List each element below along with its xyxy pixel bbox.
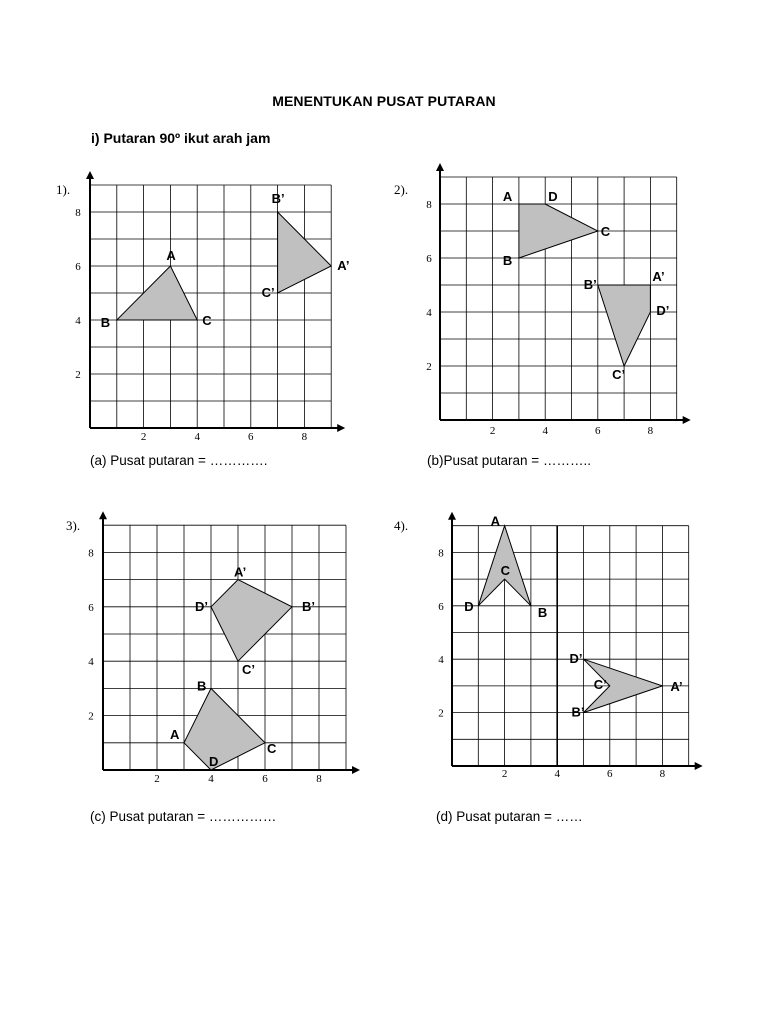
question-number-2: 2). <box>394 182 409 197</box>
y-tick-label: 4 <box>438 654 444 667</box>
answer-line-a: (a) Pusat putaran = …………. <box>90 453 268 468</box>
vertex-label: D’ <box>195 598 208 614</box>
y-tick-label: 8 <box>88 547 94 560</box>
x-tick-label: 4 <box>554 768 560 780</box>
vertex-label: C <box>500 563 510 579</box>
grid-lines <box>452 526 689 766</box>
y-tick-label: 6 <box>75 261 81 273</box>
vertex-label: D’ <box>569 651 583 667</box>
vertex-label: C <box>202 313 212 328</box>
x-axis-arrow-icon <box>695 762 703 770</box>
x-tick-label: 8 <box>659 768 666 780</box>
vertex-label: B <box>197 678 207 694</box>
y-tick-label: 4 <box>88 656 94 669</box>
section-subtitle: i) Putaran 90º ikut arah jam <box>91 130 271 146</box>
vertex-label: C’ <box>242 662 255 678</box>
y-tick-label: 4 <box>426 307 432 319</box>
x-tick-label: 4 <box>208 773 214 785</box>
x-tick-label: 8 <box>301 431 308 443</box>
vertex-label: A <box>490 513 500 529</box>
y-tick-label: 2 <box>88 710 94 723</box>
vertex-label: C’ <box>261 285 275 300</box>
vertex-label: D <box>464 598 474 614</box>
x-tick-label: 4 <box>194 431 200 443</box>
y-tick-label: 8 <box>75 207 81 219</box>
answer-line-c: (c) Pusat putaran = …………… <box>90 809 277 824</box>
page-title: MENENTUKAN PUSAT PUTARAN <box>272 93 496 109</box>
vertex-label: D <box>209 754 219 769</box>
vertex-label: C <box>600 224 611 239</box>
x-tick-label: 6 <box>248 431 254 443</box>
y-tick-label: 6 <box>426 253 432 265</box>
vertex-label: D <box>548 189 558 204</box>
vertex-label: B <box>100 315 111 330</box>
y-tick-label: 6 <box>88 601 94 614</box>
vertex-label: D’ <box>656 303 670 318</box>
y-tick-label: 4 <box>75 315 81 327</box>
y-axis-arrow-icon <box>448 512 456 520</box>
x-tick-label: 8 <box>316 773 322 785</box>
x-tick-label: 6 <box>262 773 268 785</box>
y-tick-label: 2 <box>438 707 444 720</box>
y-tick-label: 8 <box>438 547 444 560</box>
vertex-label: B <box>537 604 548 620</box>
answer-line-d: (d) Pusat putaran = …… <box>436 809 583 824</box>
x-tick-label: 2 <box>489 425 496 437</box>
vertex-label: C’ <box>612 367 626 382</box>
question-number-4: 4). <box>394 518 409 533</box>
x-tick-label: 2 <box>501 768 508 780</box>
y-tick-label: 6 <box>438 600 444 613</box>
vertex-label: A’ <box>234 564 247 580</box>
vertex-label: C <box>267 740 277 756</box>
y-tick-label: 2 <box>426 361 432 373</box>
x-tick-label: 6 <box>595 425 601 437</box>
vertex-label: C’ <box>593 676 607 692</box>
x-tick-label: 8 <box>647 425 654 437</box>
vertex-label: A <box>166 248 176 263</box>
vertex-label: B’ <box>583 277 597 292</box>
vertex-label: A’ <box>670 678 683 694</box>
vertex-label: A <box>502 189 513 204</box>
vertex-label: B’ <box>271 191 285 206</box>
answer-line-b: (b)Pusat putaran = ……….. <box>427 453 591 468</box>
y-tick-label: 8 <box>426 199 432 211</box>
x-tick-label: 2 <box>140 431 147 443</box>
x-tick-label: 2 <box>154 773 160 785</box>
vertex-label: B’ <box>571 704 585 720</box>
vertex-label: B’ <box>302 598 315 614</box>
vertex-label: A <box>170 726 180 742</box>
x-tick-label: 4 <box>542 425 548 437</box>
y-tick-label: 2 <box>75 369 81 381</box>
vertex-label: A’ <box>337 258 350 273</box>
vertex-label: B <box>502 253 513 268</box>
question-number-3: 3). <box>66 518 81 533</box>
vertex-label: A’ <box>652 269 665 284</box>
x-tick-label: 6 <box>607 768 613 780</box>
question-number-1: 1). <box>56 182 71 197</box>
